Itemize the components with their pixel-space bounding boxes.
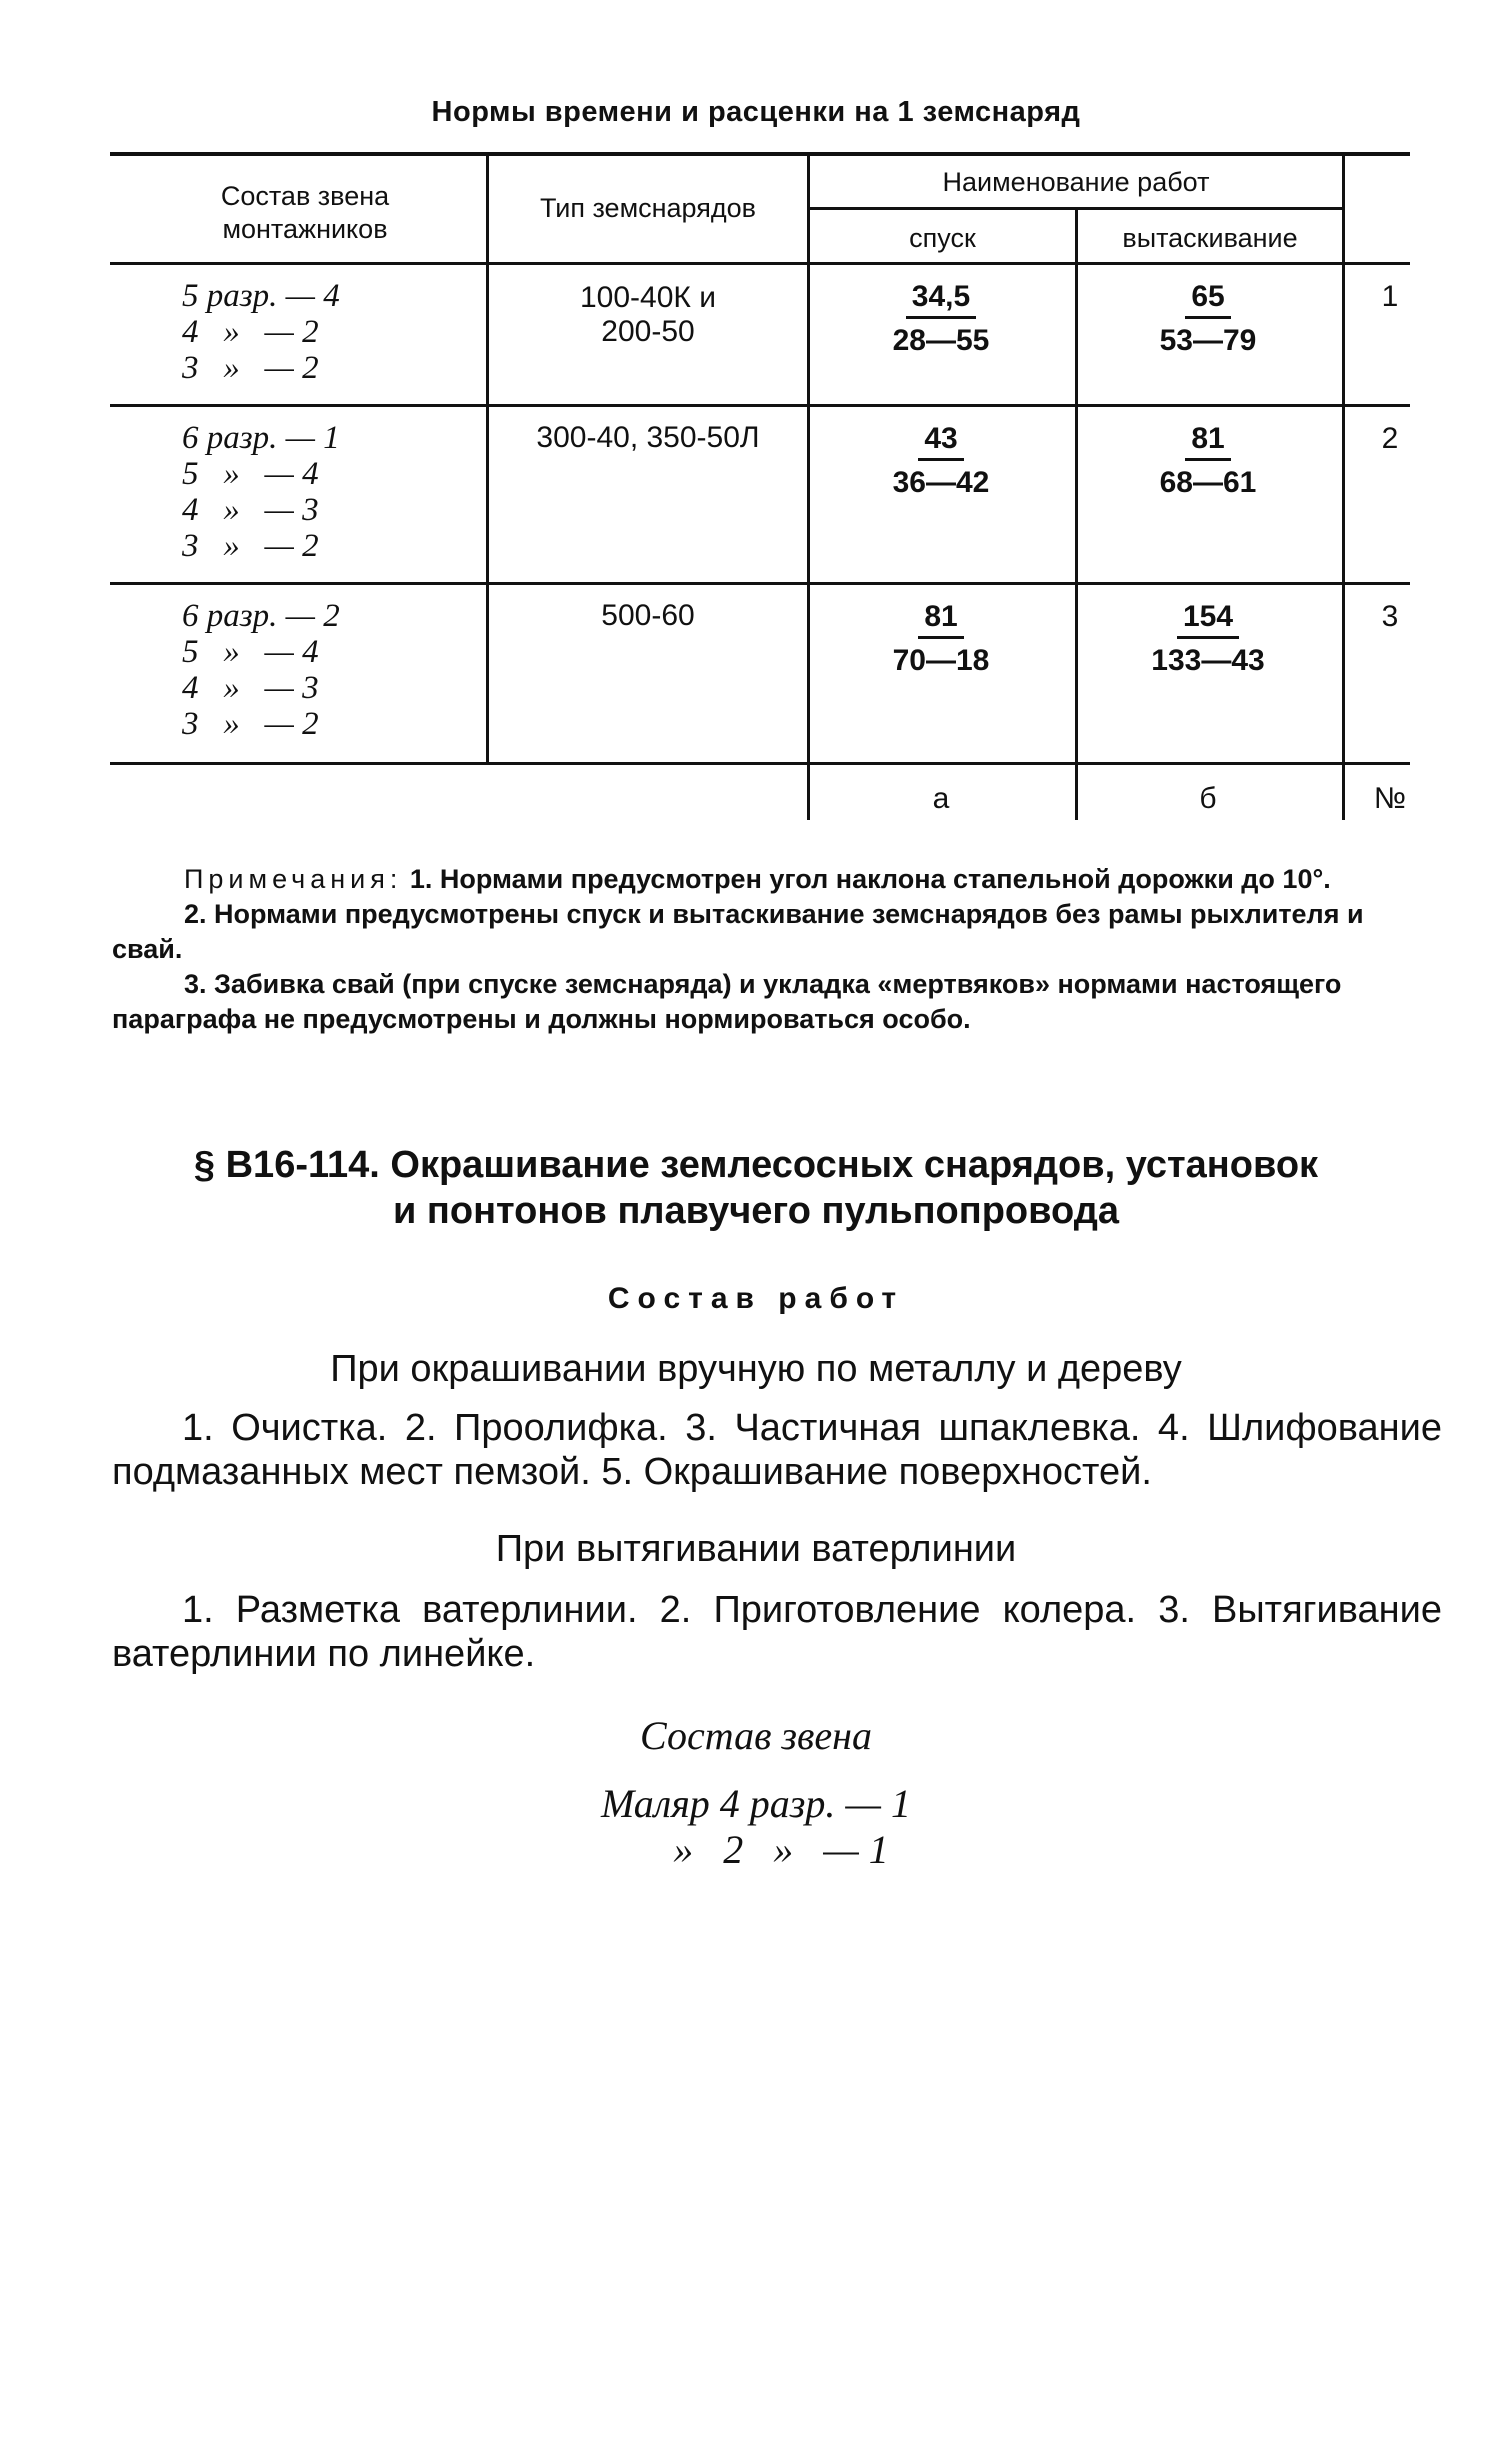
section-title-line2: и понтонов плавучего пульпопровода (393, 1190, 1119, 1232)
row1-bottom-rule (110, 404, 1410, 407)
row3-crew-line1: 6 разр. — 2 (182, 598, 340, 634)
row2-pulling (1118, 420, 1298, 503)
header-type: Тип земснарядов (539, 193, 757, 223)
row3-descent-norm: 81 (918, 598, 963, 639)
row2-pulling-rate: 68—61 (1159, 466, 1257, 499)
col-divider-3 (1075, 208, 1078, 820)
table-notes (112, 862, 1412, 1037)
row3-number: 3 (1381, 600, 1399, 633)
header-pulling: вытаскивание (1122, 223, 1298, 253)
crew-composition-heading: Состав звена (639, 1713, 872, 1758)
row1-descent-norm: 34,5 (906, 278, 976, 319)
crew-line-1: Маляр 4 разр. — 1 (601, 1781, 911, 1826)
row1-descent (851, 278, 1031, 361)
row2-type-line1: 300-40, 350-50Л (536, 421, 760, 454)
row1-crew-line3: 3 » — 2 (182, 350, 319, 386)
row2-number: 2 (1381, 422, 1399, 455)
col-divider-1 (486, 152, 489, 764)
row2-crew-line1: 6 разр. — 1 (182, 420, 340, 456)
row1-type-line2: 200-50 (601, 315, 695, 348)
row2-descent (851, 420, 1031, 503)
row2-crew-line2: 5 » — 4 (182, 456, 319, 492)
row1-number: 1 (1381, 280, 1399, 313)
table-bottom-rule (110, 762, 1410, 765)
row1-type-line1: 100-40К и (580, 281, 716, 314)
subheading-manual-painting: При окрашивании вручную по металлу и дереву (330, 1348, 1182, 1390)
note-1 (112, 862, 1412, 897)
header-bottom-rule (110, 262, 1410, 265)
row2-descent-rate: 36—42 (892, 466, 990, 499)
header-descent: спуск (909, 223, 976, 253)
row2-descent-norm: 43 (918, 420, 963, 461)
row3-crew-line2: 5 » — 4 (182, 634, 319, 670)
row3-pulling (1118, 598, 1298, 681)
row1-pulling-norm: 65 (1185, 278, 1230, 319)
table-title: Нормы времени и расценки на 1 земснаряд (431, 96, 1081, 128)
row1-pulling (1118, 278, 1298, 361)
note-1-text: 1. Нормами предусмотрен угол наклона стапельной дорожки до 10°. (409, 864, 1331, 894)
waterline-steps: 1. Разметка ватерлинии. 2. Приготовление колера. 3. Вытягивание ватерлинии по линейке. (112, 1589, 1442, 1675)
header-crew: Состав звена монтажников (220, 181, 390, 244)
header-works: Наименование работ (942, 167, 1210, 197)
row2-crew-line3: 4 » — 3 (182, 492, 319, 528)
row1-crew-line2: 4 » — 2 (182, 314, 319, 350)
section-title-line1: § В16-114. Окрашивание землесосных снарядов, установок (193, 1144, 1319, 1186)
note-2: 2. Нормами предусмотрены спуск и вытаскивание земснарядов без рамы рыхлителя и свай. (112, 899, 1364, 964)
composition-of-work-heading: Состав работ (607, 1282, 905, 1315)
footer-label-num: № (1373, 782, 1407, 815)
subheading-waterline: При вытягивании ватерлинии (495, 1528, 1017, 1570)
footer-label-b: б (1199, 782, 1217, 815)
row1-descent-rate: 28—55 (892, 324, 990, 357)
row2-crew-line4: 3 » — 2 (182, 528, 319, 564)
row3-crew-line3: 4 » — 3 (182, 670, 319, 706)
row3-pulling-rate: 133—43 (1151, 644, 1265, 677)
row3-type-line1: 500-60 (601, 599, 695, 632)
notes-label: Примечания: (184, 864, 403, 894)
manual-painting-steps: 1. Очистка. 2. Проолифка. 3. Частичная шпаклевка. 4. Шлифование подмазанных мест пемзой. 5. Окрашивание поверхностей. (112, 1407, 1442, 1493)
crew-line-2: » 2 » — 1 (673, 1827, 889, 1872)
row1-crew-line1: 5 разр. — 4 (182, 278, 340, 314)
row1-pulling-rate: 53—79 (1159, 324, 1257, 357)
table-top-rule (110, 152, 1410, 156)
row2-bottom-rule (110, 582, 1410, 585)
row3-descent (851, 598, 1031, 681)
row3-crew-line4: 3 » — 2 (182, 706, 319, 742)
row3-pulling-norm: 154 (1177, 598, 1239, 639)
footer-label-a: а (932, 782, 950, 815)
col-divider-4 (1342, 152, 1345, 820)
row2-pulling-norm: 81 (1185, 420, 1230, 461)
note-3: 3. Забивка свай (при спуске земснаряда) и укладка «мертвяков» нормами настоящего параграфа не предусмотрены и должны нормироваться особо. (112, 969, 1342, 1034)
row3-descent-rate: 70—18 (892, 644, 990, 677)
